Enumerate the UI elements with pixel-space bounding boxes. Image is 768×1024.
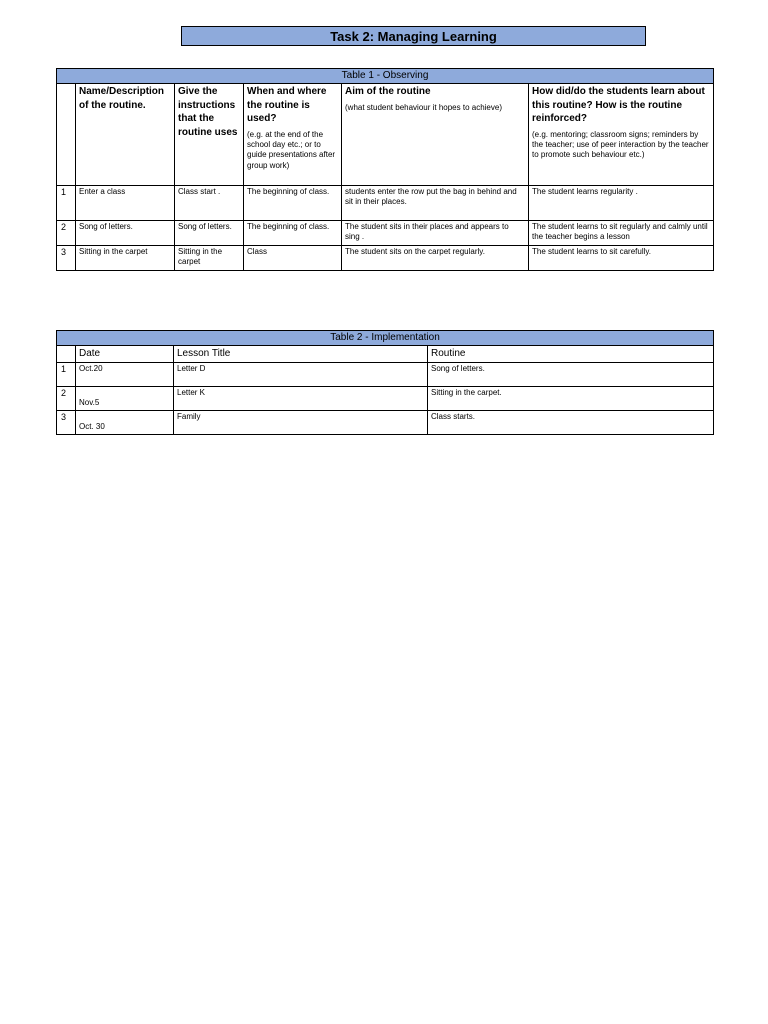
table2-caption: Table 2 - Implementation bbox=[57, 331, 714, 346]
header-lesson-title: Lesson Title bbox=[174, 346, 428, 363]
row-number: 3 bbox=[57, 410, 76, 434]
table1-caption: Table 1 - Observing bbox=[57, 69, 714, 84]
routine-how-learn: The student learns to sit carefully. bbox=[529, 246, 714, 271]
routine-name: Enter a class bbox=[76, 186, 175, 221]
table-row bbox=[57, 410, 714, 434]
header-note: (what student behaviour it hopes to achieve) bbox=[345, 102, 502, 112]
row-number: 1 bbox=[57, 186, 76, 221]
table-row bbox=[57, 246, 714, 271]
row-number: 3 bbox=[57, 246, 76, 271]
lesson-title: Letter K bbox=[174, 386, 428, 410]
routine-when-where: Class bbox=[244, 246, 342, 271]
header-date: Date bbox=[76, 346, 174, 363]
lesson-date: Oct. 30 bbox=[76, 410, 174, 434]
header-main: Give the instructions that the routine uses bbox=[178, 86, 238, 138]
header-instructions bbox=[175, 84, 244, 186]
header-main: When and where the routine is used? bbox=[247, 86, 327, 124]
table-row bbox=[57, 362, 714, 386]
routine-aim: students enter the row put the bag in behind and sit in their places. bbox=[342, 186, 529, 221]
row-number: 2 bbox=[57, 386, 76, 410]
header-main: Name/Description of the routine. bbox=[79, 86, 165, 111]
header-name-description bbox=[76, 84, 175, 186]
routine-how-learn: The student learns to sit regularly and calmly until the teacher begins a lesson bbox=[529, 221, 714, 246]
implementation-table bbox=[56, 330, 714, 435]
header-number-cell bbox=[57, 84, 76, 186]
header-main: Aim of the routine bbox=[345, 86, 431, 97]
header-when-where bbox=[244, 84, 342, 186]
routine-name: Song of letters. bbox=[76, 221, 175, 246]
routine-instructions: Class start . bbox=[175, 186, 244, 221]
row-number: 2 bbox=[57, 221, 76, 246]
header-note: (e.g. mentoring; classroom signs; reminders by the teacher; use of peer interaction by the teacher to promote such behaviour etc.) bbox=[532, 129, 709, 160]
header-main: How did/do the students learn about this routine? How is the routine reinforced? bbox=[532, 86, 705, 124]
header-aim bbox=[342, 84, 529, 186]
table-row bbox=[57, 186, 714, 221]
header-number-cell bbox=[57, 346, 76, 363]
row-number: 1 bbox=[57, 362, 76, 386]
routine-when-where: The beginning of class. bbox=[244, 221, 342, 246]
routine-how-learn: The student learns regularity . bbox=[529, 186, 714, 221]
page-title: Task 2: Managing Learning bbox=[181, 26, 646, 46]
routine-instructions: Sitting in the carpet bbox=[175, 246, 244, 271]
table-row bbox=[57, 386, 714, 410]
lesson-routine: Class starts. bbox=[428, 410, 714, 434]
lesson-date: Nov.5 bbox=[76, 386, 174, 410]
routine-aim: The student sits in their places and appears to sing . bbox=[342, 221, 529, 246]
lesson-date: Oct.20 bbox=[76, 362, 174, 386]
table-row bbox=[57, 221, 714, 246]
routine-instructions: Song of letters. bbox=[175, 221, 244, 246]
header-how-learn bbox=[529, 84, 714, 186]
header-routine: Routine bbox=[428, 346, 714, 363]
routine-aim: The student sits on the carpet regularly. bbox=[342, 246, 529, 271]
routine-when-where: The beginning of class. bbox=[244, 186, 342, 221]
lesson-routine: Sitting in the carpet. bbox=[428, 386, 714, 410]
routine-name: Sitting in the carpet bbox=[76, 246, 175, 271]
lesson-routine: Song of letters. bbox=[428, 362, 714, 386]
header-note: (e.g. at the end of the school day etc.; or to guide presentations after group work) bbox=[247, 129, 336, 170]
lesson-title: Family bbox=[174, 410, 428, 434]
lesson-title: Letter D bbox=[174, 362, 428, 386]
observing-table bbox=[56, 68, 714, 271]
